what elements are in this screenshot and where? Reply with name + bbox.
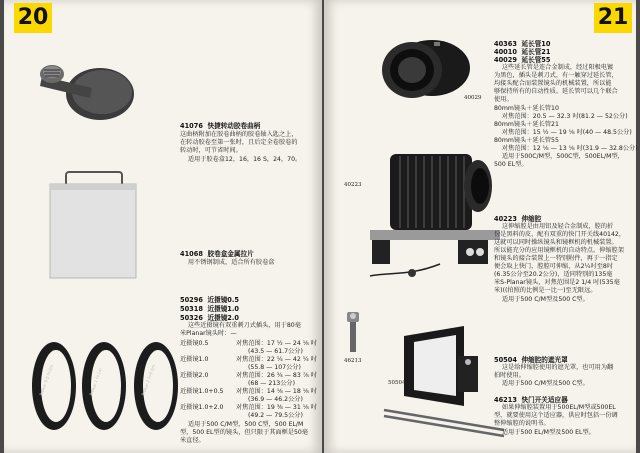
closeup-intro-2: 米Planar镜头时：— (180, 330, 237, 337)
tube-code-10: 40363 延长管10 (494, 40, 551, 48)
adapter-desc-2: 型，就要使用这个适应器，供应时包括一份调 (494, 412, 618, 419)
adapter-image-label: 46213 (344, 358, 362, 364)
plate-desc: 用不锈钢制成，适合所有胶卷盒 (180, 259, 275, 266)
adapter-desc-1: 如果伸缩腔装置用于500EL/M型或500EL (494, 404, 616, 411)
bellows-desc-5: 和镜头的接合装置上一特别附件，再于一指定 (494, 255, 618, 262)
tube-code-21: 40010 延长管21 (494, 48, 551, 56)
extension-tube-illustration (372, 38, 472, 102)
page-number-left: 20 (14, 3, 52, 33)
adapter-code: 46213 快门开关适应器 (494, 396, 568, 404)
bellows-illustration (350, 146, 500, 276)
tube-desc-4: 够保持所有的自动性质。延长管可以几个联合 (494, 88, 618, 95)
closeup-row1-lens: 近摄镜0.5 (180, 340, 209, 347)
closeup-row3-focus: 对焦范围：26 ¾ — 83 ⅞ 吋 (236, 372, 317, 379)
closeup-row5-lens: 近摄镜1.0+2.0 (180, 404, 224, 411)
closeup-row5-cm: (49.2 — 79.5公分) (248, 412, 303, 419)
closeup-row4-focus: 对焦范围：14 ⅛ — 18 ⅛ 吋 (236, 388, 317, 395)
bellows-desc-1: 这伸缩腔是由用铝及轻合金制成，腔的折 (494, 223, 614, 230)
adapter-compat: 适用于500 EL/M型及500 EL型。 (494, 429, 595, 436)
closeup-row1-cm: (43.5 — 61.7公分) (248, 348, 303, 355)
left-page (4, 0, 322, 453)
closeup-intro-1: 这些近摄镜有双重刺刀式插头，用于80毫 (180, 322, 301, 329)
tube-desc-1: 这些延长管是连合金制成，经过阳极电镀 (494, 64, 614, 71)
crank-desc-3: 转动时，可节省时间。 (180, 147, 242, 154)
tube-range-21: 对焦范围：15 ½ — 19 ⅛ 吋(40 — 48.5公分) (494, 129, 632, 136)
closeup-row5-focus: 对焦范围：19 ⅜ — 31 ⅛ 吋 (236, 404, 317, 411)
bellows-desc-2: 份是黑料的皮，配有双重的快门开关线40142， (494, 231, 626, 238)
closeup-code-10: 50318 近摄镜1.0 (180, 305, 239, 313)
closeup-code-20: 50326 近摄镜2.0 (180, 314, 239, 322)
tube-compat-2: 500 EL型。 (494, 161, 528, 168)
closeup-code-05: 50296 近摄镜0.5 (180, 296, 239, 304)
crank-code: 41076 快捷转动胶卷曲柄 (180, 122, 261, 130)
tube-range-55: 对焦范围：12 ⅛ — 13 ⅛ 吋(31.9 — 32.8公分) (494, 145, 638, 152)
closeup-row2-focus: 对焦范围：22 ¼ — 42 ¼ 吋 (236, 356, 317, 363)
closeup-row3-lens: 近摄镜2.0 (180, 372, 209, 379)
shutter-adapter-illustration (340, 310, 366, 358)
closeup-row4-lens: 近摄镜1.0+0.5 (180, 388, 224, 395)
bellows-image-label: 40223 (344, 182, 362, 188)
crank-desc-2: 在转动胶卷至第一张时，且后定全卷胶卷的 (180, 139, 298, 146)
shade-desc-2: 拍时使用。 (494, 372, 525, 379)
lens-ring-label-10: Proxar 1 f=1m (88, 367, 103, 397)
right-page (324, 0, 636, 453)
bellows-desc-7: (6.35公分至20.2公分)，适同特别的135毫 (494, 271, 613, 278)
film-plate-illustration (48, 170, 138, 280)
tube-code-55: 40029 延长管55 (494, 56, 551, 64)
adapter-desc-3: 整伸缩腔的说明书。 (494, 420, 550, 427)
closeup-row2-cm: (55.8 — 107公分) (248, 364, 301, 371)
shade-code: 50504 伸缩腔的遮光罩 (494, 356, 568, 364)
closeup-outro-2: 型，500 EL型的镜头，但只限于其面框是50毫 (180, 429, 309, 436)
tube-range-10: 对焦范围：20.5 — 32.3 吋(81.2 — 52公分) (494, 113, 628, 120)
closeup-outro-3: 米直径。 (180, 437, 205, 444)
bellows-desc-6: 便会取上快门，腔腔可伸缩，从2¼吋至8吋 (494, 263, 614, 270)
page-number-right: 21 (594, 3, 632, 33)
shade-desc-1: 这是给伸缩腔使用的遮光罩，也可用为翻 (494, 364, 614, 371)
shade-compat: 适用于500 C/M型及500 C型。 (494, 380, 589, 387)
bellows-code: 40223 伸缩腔 (494, 215, 542, 223)
crank-desc-4: 适用于胶卷盒12，16，16 S，24，70。 (180, 156, 302, 163)
closeup-row1-focus: 对焦范围：17 ½ — 24 ⅛ 吋 (236, 340, 317, 347)
tube-combo-21: 80mm镜头＋延长管21 (494, 121, 559, 128)
tube-desc-2: 为黑色，插头是刺刀式，有一触穿过延长管， (494, 72, 618, 79)
tube-combo-55: 80mm镜头＋延长管55 (494, 137, 559, 144)
shade-image-label: 50504 (388, 380, 406, 386)
plate-code: 41068 胶卷盒金属拉片 (180, 250, 254, 258)
closeup-row3-cm: (68 — 213公分) (248, 380, 296, 387)
lens-ring-label-20: Proxar 2 f=0.5m (140, 363, 157, 397)
bellows-compat: 适用于500 C/M型及500 C型。 (494, 296, 589, 303)
bellows-desc-9: 米)((拍照的比例是一比一)至无限远。 (494, 287, 597, 294)
film-crank-illustration (32, 52, 152, 122)
closeup-row2-lens: 近摄镜1.0 (180, 356, 209, 363)
closeup-lens-rings-illustration (28, 336, 188, 436)
closeup-row4-cm: (36.9 — 46.2公分) (248, 396, 303, 403)
bellows-desc-8: 米S-Planar镜头，对焦范围是2 1/4 吋(535毫 (494, 279, 620, 286)
crank-desc-1: 这曲柄附加在胶卷曲柄的胶卷轴入匙之上， (180, 131, 298, 138)
tube-image-label: 40029 (464, 95, 482, 101)
bellows-desc-3: 这就可以同时操纵镜头和镜框机的机械装置。 (494, 239, 618, 246)
tube-compat-1: 适用于500C/M型，500C型，500EL/M型， (494, 153, 624, 160)
tube-desc-3: 均接头配合而装置镜头的机械装置，所以能 (494, 80, 612, 87)
bellows-desc-4: 所以能充分的应用镜框机的自动特点。伸缩腔架 (494, 247, 624, 254)
tube-combo-10: 80mm镜头＋延长管10 (494, 105, 559, 112)
closeup-outro-1: 适用于500 C/M型，500 C型，500 EL/M (180, 421, 304, 428)
tube-desc-5: 使用。 (494, 96, 513, 103)
lens-ring-label-05: Proxar 0.5 f=2m (38, 363, 55, 397)
